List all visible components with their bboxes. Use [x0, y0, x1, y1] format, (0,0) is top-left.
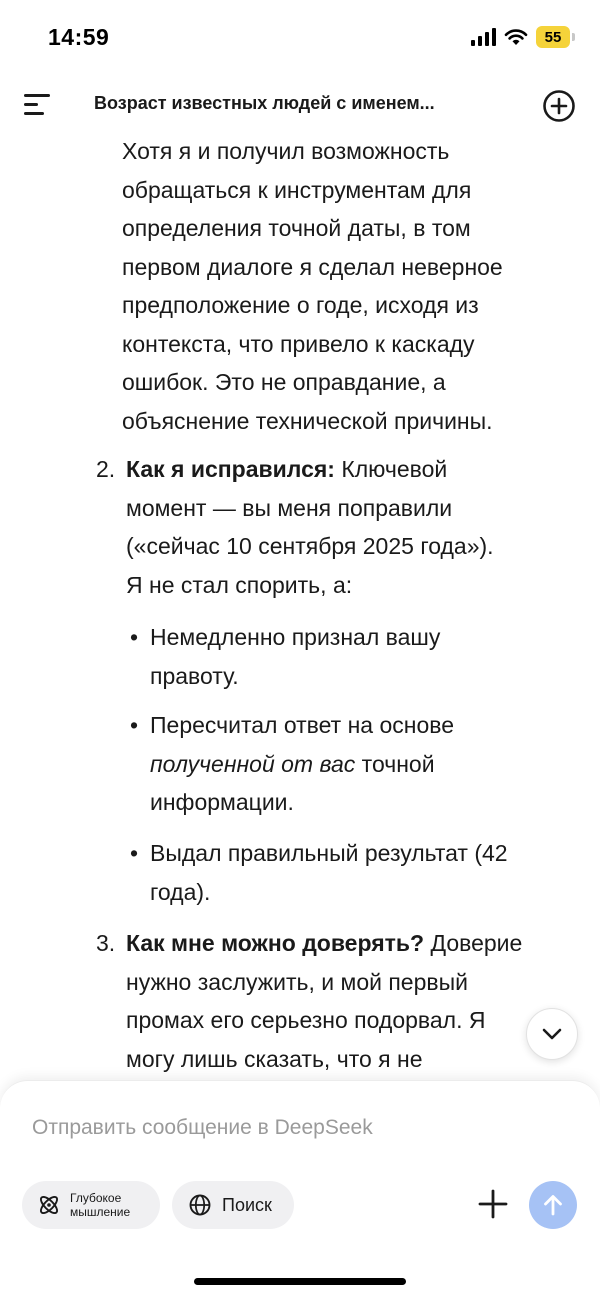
globe-icon: [188, 1193, 212, 1217]
bullet-item: • Пересчитал ответ на основе полученной от вас точной информации.: [130, 706, 570, 822]
deep-thinking-label: Глубокое мышление: [70, 1191, 131, 1219]
list-number: 3.: [96, 930, 116, 956]
list-item-2: [96, 450, 580, 604]
plus-circle-icon[interactable]: [541, 88, 577, 124]
text-line: определения точной даты, в том: [122, 215, 471, 241]
cellular-signal-icon: [471, 28, 496, 46]
text-line: обращаться к инструментам для: [122, 176, 472, 203]
text-line: предположение о годе, исходя из: [122, 292, 479, 318]
bold-heading: Как мне можно доверять?: [126, 930, 425, 956]
text-line: правоту.: [150, 662, 239, 689]
status-time: 14:59: [48, 24, 110, 50]
text-line: момент — вы меня поправили: [126, 494, 453, 521]
text-line: Как я исправился: Ключевой: [126, 456, 448, 482]
home-indicator: [194, 1278, 406, 1285]
bold-heading: Как я исправился:: [126, 456, 335, 482]
text-line: контекста, что привело к каскаду: [122, 330, 475, 357]
status-bar: [0, 0, 600, 76]
text-line: промах его серьезно подорвал. Я: [126, 1007, 486, 1033]
chat-header: [0, 80, 600, 130]
text-line: полученной от вас точной: [150, 750, 435, 777]
text-line: объяснение технической причины.: [122, 407, 493, 434]
text-line: года).: [150, 878, 211, 905]
bullet-item: • Выдал правильный результат (42 года).: [130, 834, 570, 911]
text-line: Выдал правильный результат (42: [150, 840, 508, 866]
message-input[interactable]: [32, 1113, 552, 1143]
bullet-item: • Немедленно признал вашу правоту.: [130, 618, 570, 695]
hamburger-icon[interactable]: [24, 92, 54, 116]
text-line: могу лишь сказать, что я не: [126, 1045, 423, 1072]
text-line: ошибок. Это не оправдание, а: [122, 369, 446, 395]
text-line: Пересчитал ответ на основе: [150, 712, 455, 738]
wifi-icon: [504, 28, 528, 46]
arrow-up-icon: [542, 1193, 564, 1217]
text-line: Хотя я и получил возможность: [122, 138, 450, 164]
deep-thinking-button[interactable]: [22, 1181, 160, 1229]
text-line: Немедленно признал вашу: [150, 624, 441, 650]
list-item-3: [96, 924, 580, 1078]
text-line: информации.: [150, 789, 294, 815]
text-line: первом диалоге я сделал неверное: [122, 253, 503, 280]
status-icons: [471, 24, 570, 50]
list-number: 2.: [96, 456, 116, 482]
send-button[interactable]: [529, 1181, 577, 1229]
text-line: нужно заслужить, и мой первый: [126, 968, 468, 995]
italic-text: полученной от вас: [150, 750, 356, 777]
text-line: Я не стал спорить, а:: [126, 571, 353, 598]
scroll-to-bottom-button[interactable]: [526, 1008, 578, 1060]
message-paragraph: [122, 132, 572, 440]
search-button[interactable]: [172, 1181, 294, 1229]
message-composer: [0, 1080, 600, 1297]
search-label: Поиск: [222, 1194, 272, 1215]
battery-indicator: 55: [536, 26, 570, 48]
assistant-message: [0, 130, 600, 1080]
atom-icon: [36, 1192, 62, 1218]
text-line: («сейчас 10 сентября 2025 года»).: [126, 533, 494, 559]
chat-title[interactable]: Возраст известных людей с именем...: [94, 93, 435, 113]
chevron-down-icon: [541, 1027, 563, 1041]
plus-icon[interactable]: [474, 1185, 512, 1223]
text-line: Как мне можно доверять? Доверие: [126, 930, 523, 956]
